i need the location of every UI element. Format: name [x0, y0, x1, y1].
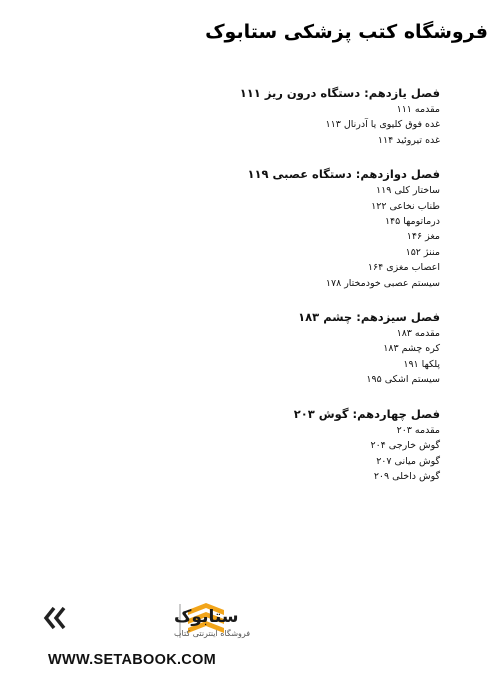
chapter-heading: فصل چهاردهم: گوش ۲۰۳ — [293, 406, 440, 421]
toc-item: طناب نخاعی ۱۲۲ — [371, 200, 440, 212]
toc-item: غده فوق کلیوی یا آدرنال ۱۱۳ — [325, 119, 440, 131]
toc-item: مقدمه ۲۰۳ — [396, 424, 440, 436]
chapter-heading: فصل یازدهم: دستگاه درون ریز ۱۱۱ — [239, 86, 440, 100]
toc-item: گوش داخلی ۲۰۹ — [373, 470, 440, 482]
toc-item: مقدمه ۱۱۱ — [396, 104, 440, 115]
chapter-12 — [60, 165, 440, 291]
toc-item: درماتومها ۱۴۵ — [384, 216, 440, 228]
toc-item: مغز ۱۴۶ — [406, 231, 440, 243]
setabook-logo — [40, 598, 251, 644]
page-title: فروشگاه کتب پزشکی ستابوک — [205, 21, 488, 43]
toc-item: گوش میانی ۲۰۷ — [376, 455, 440, 467]
toc-item: مقدمه ۱۸۳ — [396, 328, 440, 340]
toc-item: گوش خارجی ۲۰۴ — [370, 440, 440, 452]
toc-item: ساختار کلی ۱۱۹ — [375, 185, 440, 197]
toc-item: سیستم عصبی خودمختار ۱۷۸ — [325, 277, 440, 289]
chapter-14 — [60, 405, 440, 485]
website-url[interactable]: WWW.SETABOOK.COM — [48, 652, 217, 668]
logo-wordmark: ستابوک — [174, 607, 239, 627]
toc-item: غده تیروئید ۱۱۴ — [377, 134, 440, 146]
double-chevron-icon — [46, 608, 64, 628]
toc-item: مننژ ۱۵۲ — [405, 246, 440, 258]
chapter-13 — [60, 308, 440, 388]
toc-item: کره چشم ۱۸۳ — [383, 343, 440, 355]
toc-item: سیستم اشکی ۱۹۵ — [366, 374, 440, 386]
table-of-contents — [60, 84, 440, 501]
toc-item: پلکها ۱۹۱ — [403, 358, 440, 370]
chapter-11 — [60, 84, 440, 148]
toc-item: اعصاب مغزی ۱۶۴ — [367, 262, 440, 274]
logo-tagline: فروشگاه اینترنتی کتاب — [174, 629, 251, 638]
chapter-heading: فصل سیزدهم: چشم ۱۸۳ — [298, 310, 440, 325]
chapter-heading: فصل دوازدهم: دستگاه عصبی ۱۱۹ — [247, 167, 440, 182]
